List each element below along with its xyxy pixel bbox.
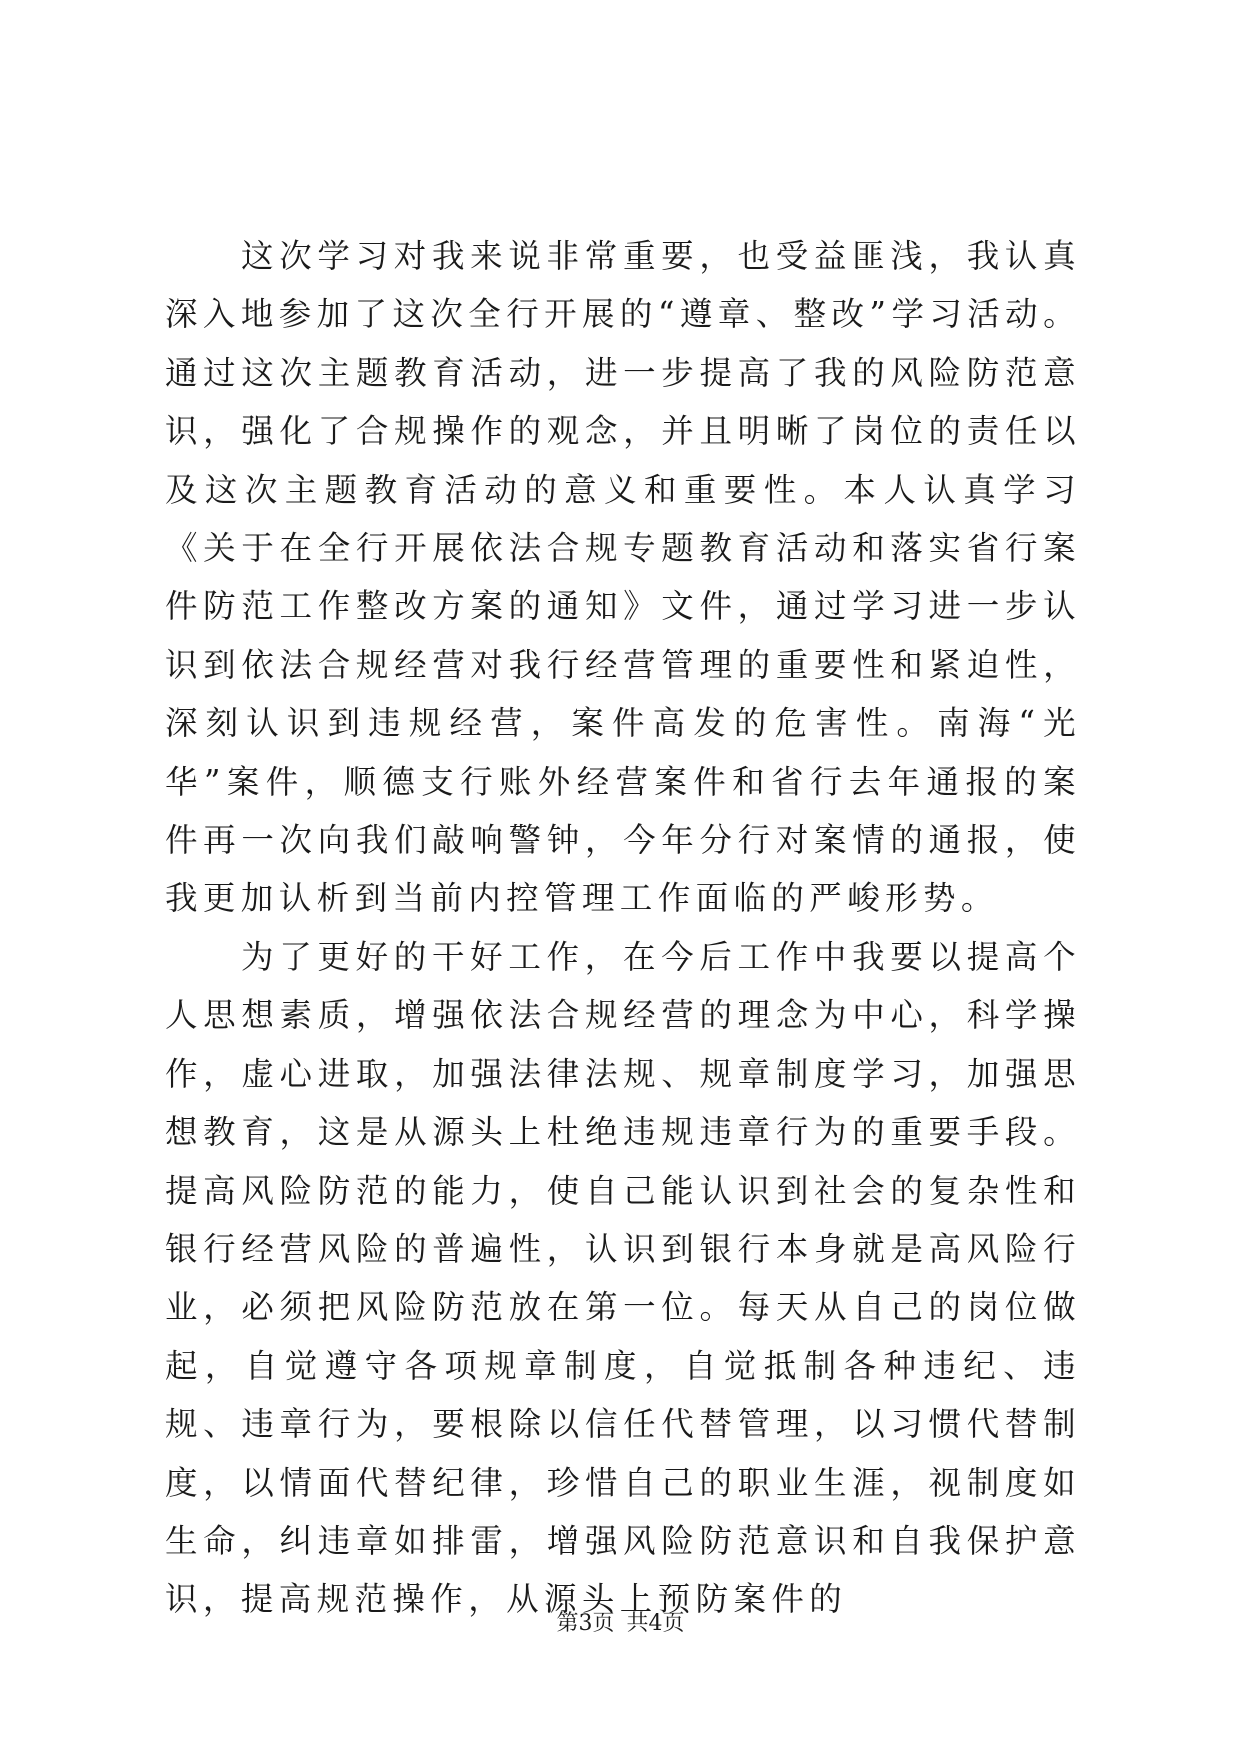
body-paragraph-1: 这次学习对我来说非常重要，也受益匪浅，我认真深入地参加了这次全行开展的“遵章、整改”学习活动。通过这次主题教育活动，进一步提高了我的风险防范意识，强化了合规操作的观念，并且明晰了岗位的责任以及这次主题教育活动的意义和重要性。本人认真学习《关于在全行开展依法合规专题教育活动和落实省行案件防范工作整改方案的通知》文件，通过学习进一步认识到依法合规经营对我行经营管理的重要性和紧迫性，深刻认识到违规经营，案件高发的危害性。南海“光华”案件，顺德支行账外经营案件和省行去年通报的案件再一次向我们敲响警钟，今年分行对案情的通报，使我更加认析到当前内控管理工作面临的严峻形势。: [165, 237, 1081, 918]
body-paragraph-2: 为了更好的干好工作，在今后工作中我要以提高个人思想素质，增强依法合规经营的理念为中心，科学操作，虚心进取，加强法律法规、规章制度学习，加强思想教育，这是从源头上杜绝违规违章行为的重要手段。提高风险防范的能力，使自己能认识到社会的复杂性和银行经营风险的普遍性，认识到银行本身就是高风险行业，必须把风险防范放在第一位。每天从自己的岗位做起，自觉遵守各项规章制度，自觉抵制各种违纪、违规、违章行为，要根除以信任代替管理，以习惯代替制度，以情面代替纪律，珍惜自己的职业生涯，视制度如生命，纠违章如排雷，增强风险防范意识和自我保护意识，提高规范操作，从源头上预防案件的: [165, 937, 1081, 1619]
document-body: [165, 227, 1081, 1629]
page-total: 共4页: [626, 1611, 685, 1636]
page-footer: [0, 1609, 1241, 1639]
page-number: 第3页: [556, 1611, 615, 1636]
